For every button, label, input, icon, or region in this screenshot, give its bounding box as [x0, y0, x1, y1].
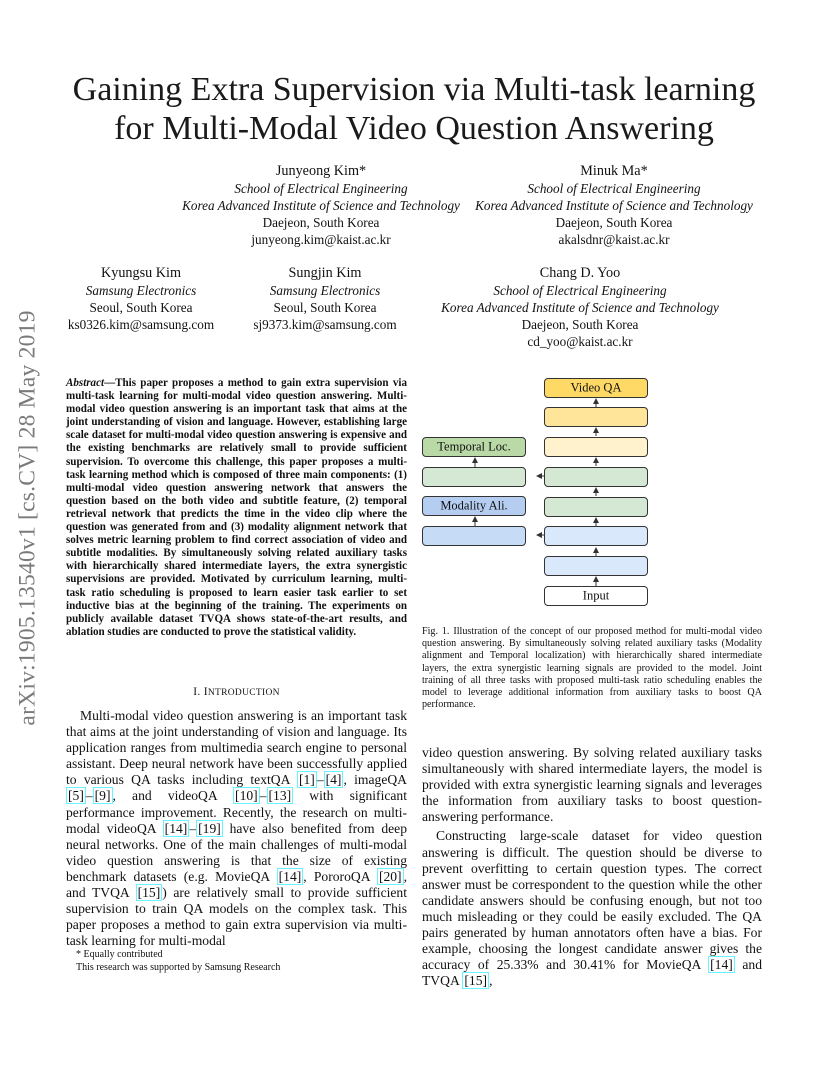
paper-title	[0, 70, 828, 148]
section-initial: I	[203, 686, 208, 698]
text-run: –	[189, 820, 197, 836]
author-institution: Korea Advanced Institute of Science and Technology	[475, 198, 753, 213]
modality-alignment-head	[422, 496, 526, 516]
arxiv-sidebar	[2, 274, 54, 762]
figure-caption: Fig. 1. Illustration of the concept of our proposed method for multi-modal video question answering. By simultaneously solving related auxiliary tasks (Modality alignment and Temporal localization) with hierarchically shared intermediate layers, the extra synergistic learning signals are provided to the model. Joint training of all three tasks with proposed multi-task ratio scheduling enables the model to leverage additional information from auxiliary tasks to boost QA performance.	[422, 626, 762, 711]
figure-1	[420, 374, 765, 610]
section-title-rest: NTRODUCTION	[207, 688, 280, 698]
footnotes	[76, 948, 280, 974]
author-location: Daejeon, South Korea	[555, 215, 673, 230]
citation-link[interactable]: [19]	[198, 820, 221, 836]
video-qa-label: Video QA	[570, 380, 622, 395]
temporal-localization-head	[422, 437, 526, 457]
abstract-label: Abstract	[66, 377, 105, 389]
footnote-equal-contribution: * Equally contributed	[76, 949, 163, 960]
citation-link[interactable]: [14]	[278, 868, 302, 884]
author-location: Daejeon, South Korea	[521, 317, 639, 332]
author-email[interactable]: akalsdnr@kaist.ac.kr	[558, 232, 670, 247]
shared-layer	[544, 437, 648, 457]
citation-link[interactable]: [15]	[464, 973, 488, 989]
temporal-branch-layer	[422, 467, 526, 487]
modality-label: Modality Ali.	[440, 498, 508, 513]
modality-branch-layer	[422, 526, 526, 546]
author-name: Sungjin Kim	[288, 265, 362, 281]
text-run: ) are relatively small to provide sufficient supervision to train QA models on the complex task. This paper proposes a method to gain extra supervision via multi-task learning for multi-modal	[66, 885, 407, 949]
shared-layer	[544, 556, 648, 576]
author-company: Samsung Electronics	[85, 283, 197, 298]
author-school: School of Electrical Engineering	[527, 181, 701, 196]
author-name: Minuk Ma*	[580, 163, 648, 179]
author-location: Seoul, South Korea	[89, 300, 193, 315]
author-school: School of Electrical Engineering	[493, 283, 667, 298]
author-school: School of Electrical Engineering	[234, 181, 408, 196]
text-run: –	[316, 772, 324, 788]
author-block-5	[410, 265, 750, 350]
input-layer	[544, 586, 648, 606]
video-qa-layer	[544, 378, 648, 398]
text-run: , PororoQA	[303, 868, 377, 884]
author-location: Seoul, South Korea	[273, 300, 377, 315]
shared-layer	[544, 526, 648, 546]
author-block-3	[50, 265, 232, 333]
input-label: Input	[582, 588, 610, 603]
citation-link[interactable]: [15]	[137, 885, 161, 901]
author-block-4	[234, 265, 416, 333]
text-run: , and TVQA	[66, 868, 407, 901]
text-run: –	[85, 788, 93, 804]
author-name: Kyungsu Kim	[100, 265, 181, 281]
text-run: , imageQA	[343, 772, 407, 788]
citation-link[interactable]: [20]	[378, 868, 402, 884]
shared-layer	[544, 467, 648, 487]
text-run: –	[259, 788, 267, 804]
author-institution: Korea Advanced Institute of Science and Technology	[441, 300, 719, 315]
temporal-label: Temporal Loc.	[437, 439, 511, 454]
citation-link[interactable]: [14]	[710, 957, 733, 973]
citation-link[interactable]: [9]	[94, 788, 111, 804]
text-run: Constructing large-scale dataset for video question answering is difficult. The question should be diverse to prevent overfitting to certain question types. The correct answer must be correspondent to the question while the other candidate answers should be confusing enough, but not too much misleading or they could be easily excluded. The QA pairs generated by human annotators often have a bias. For example, choosing the longest candidate answer gives the accuracy of 25.33% and 30.41% for MovieQA	[422, 828, 762, 973]
author-email[interactable]: cd_yoo@kaist.ac.kr	[527, 334, 633, 349]
citation-link[interactable]: [10]	[235, 788, 258, 804]
abstract-text: —This paper proposes a method to gain extra supervision via multi-task learning for multi-modal video question answering. Multi-modal video question answering is an important task that aims at the joint understanding of vision and language. However, establishing large scale dataset for multi-modal video question answering is expensive and the existing benchmarks are relatively small to provide sufficient supervision. To overcome this challenge, this paper proposes a multi-task learning method which is composed of three main components: (1) multi-modal video question answering network that answers the question based on the both video and subtitle feature, (2) temporal retrieval network that predicts the time in the video clip where the question was generated from and (3) modality alignment network that solves metric learning problem to find correct association of video and subtitle modalities. By simultaneously solving related auxiliary tasks with hierarchically shared intermediate layers, the extra synergistic supervisions are provided. Motivated by curriculum learning, multi-task ratio scheduling is proposed to learn easier task earlier to set inductive bias at the beginning of the training. The experiments on publicly available dataset TVQA shows state-of-the-art results, and ablation studies are conducted to prove the statistical validity.	[66, 377, 407, 638]
citation-link[interactable]: [13]	[268, 788, 292, 804]
shared-layer	[544, 497, 648, 517]
arxiv-identifier: arXiv:1905.13540v1 [cs.CV] 28 May 2019	[14, 310, 41, 726]
author-name: Chang D. Yoo	[539, 265, 621, 281]
section-number: I.	[193, 686, 204, 698]
author-name: Junyeong Kim*	[275, 163, 367, 179]
paragraph: video question answering. By solving related auxiliary tasks simultaneously with shared intermediate layers, the model is provided with extra synergistic learning signals and leverages the information from auxiliary tasks to boost question-answering performance.	[422, 745, 762, 825]
intro-paragraph	[66, 708, 407, 949]
text-run: ,	[489, 973, 493, 989]
author-email[interactable]: ks0326.kim@samsung.com	[67, 317, 215, 332]
text-run: Multi-modal video question answering is an important task that aims at the joint understanding of vision and language. Its application ranges from multimedia search engine to personal assistant. Deep neural network have been successfully applied to various QA tasks including textQA	[66, 708, 407, 788]
title-line-1: Gaining Extra Supervision via Multi-task learning	[72, 71, 756, 108]
citation-link[interactable]: [5]	[68, 788, 84, 804]
citation-link[interactable]: [4]	[325, 772, 342, 788]
author-email[interactable]: junyeong.kim@kaist.ac.kr	[251, 232, 391, 247]
text-run: and TVQA	[422, 957, 762, 989]
footnote-funding: This research was supported by Samsung Research	[76, 962, 281, 973]
right-column-body	[422, 745, 762, 989]
text-run: have also benefited from deep neural networks. One of the main challenges of multi-modal video question answering is that the size of existing benchmark datasets (e.g. MovieQA	[66, 820, 407, 884]
author-company: Samsung Electronics	[269, 283, 381, 298]
abstract	[66, 377, 407, 639]
citation-link[interactable]: [1]	[298, 772, 315, 788]
author-block-2	[444, 163, 784, 248]
paragraph	[422, 828, 762, 989]
intro-body	[66, 708, 407, 949]
text-run: with significant performance improvement. Recently, the research on multi-modal videoQA	[66, 788, 407, 836]
citation-link[interactable]: [14]	[164, 820, 188, 836]
text-run: , and videoQA	[112, 788, 234, 804]
section-heading-introduction	[66, 686, 407, 698]
author-institution: Korea Advanced Institute of Science and Technology	[182, 198, 460, 213]
author-location: Daejeon, South Korea	[262, 215, 380, 230]
title-line-2: for Multi-Modal Video Question Answering	[114, 110, 714, 147]
shared-layer	[544, 407, 648, 427]
author-email[interactable]: sj9373.kim@samsung.com	[253, 317, 397, 332]
